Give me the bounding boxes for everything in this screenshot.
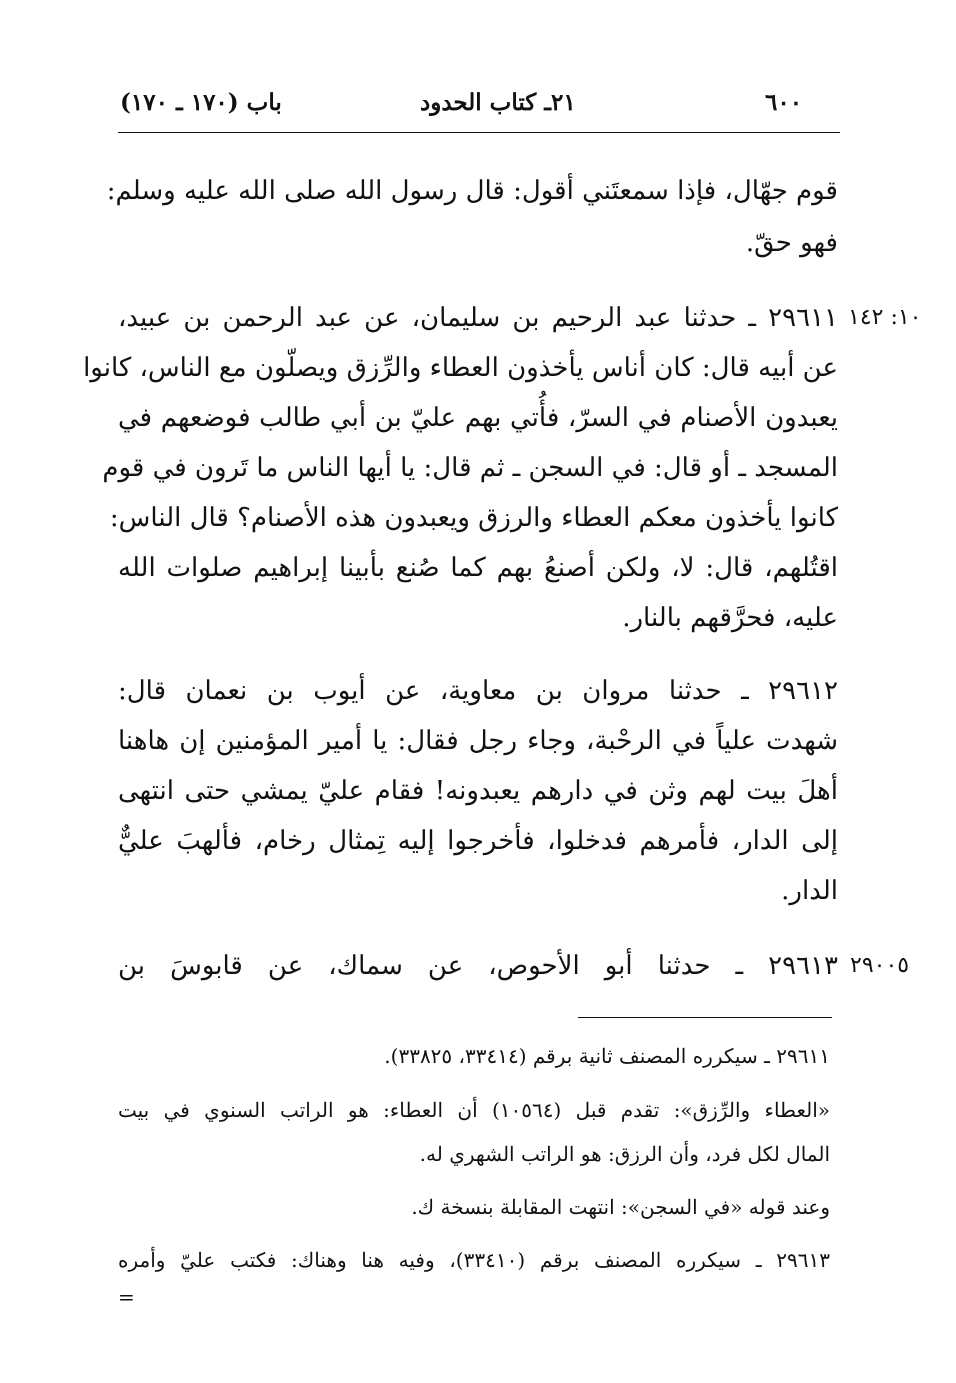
footnote-line: ٢٩٦١١ ـ سيكرره المصنف ثانية برقم (٣٣٤١٤، ٣٣٨٢٥).: [384, 1044, 830, 1068]
footnote-line: «العطاء والرِّزق»: تقدم قبل (١٠٥٦٤) أن العطاء: هو الراتب السنوي في بيت: [118, 1098, 830, 1122]
hadith-29613-start: ٢٩٦١٣ ـ حدثنا أبو الأحوص، عن سماك، عن قابوسَ بن: [118, 951, 838, 981]
body-line: إلى الدار، فأمرهم فدخلوا، فأخرجوا إليه تِمثال رخام، فألهبَ عليٌّ: [118, 826, 838, 856]
body-line: اقتُلهم، قال: لا، ولكن أصنعُ بهم كما صُنع بأبينا إبراهيم صلوات الله: [118, 553, 838, 583]
body-line: عن أبيه قال: كان أناس يأخذون العطاء والرِّزق ويصلّون مع الناس، كانوا: [83, 353, 838, 383]
body-line: فهو حقّ.: [745, 228, 838, 258]
header-divider: [118, 132, 840, 133]
margin-reference: ١٠: ١٤٢: [848, 305, 922, 330]
body-line: المسجد ـ أو قال: في السجن ـ ثم قال: يا أيها الناس ما تَرون في قوم: [102, 453, 838, 483]
body-line: الدار.: [781, 876, 838, 906]
body-line: قوم جهّال، فإذا سمعتَني أقول: قال رسول الله صلى الله عليه وسلم:: [106, 176, 838, 206]
footnote-line: ٢٩٦١٣ ـ سيكرره المصنف برقم (٣٣٤١٠)، وفيه هنا وهناك: فكتب عليّ وأمره: [118, 1248, 831, 1272]
body-line: عليه، فحرَّقهم بالنار.: [622, 603, 838, 633]
body-line: أهلَ بيت لهم وثن في دارهم يعبدونه! فقام عليّ يمشي حتى انتهى: [118, 776, 838, 806]
body-line: شهدت علياً في الرحْبة، وجاء رجل فقال: يا أمير المؤمنين إن هاهنا: [118, 726, 838, 756]
body-line: كانوا يأخذون معكم العطاء والرزق ويعبدون هذه الأصنام؟ قال الناس:: [109, 503, 838, 533]
footnote-divider: [578, 1017, 832, 1018]
hadith-29612-start: ٢٩٦١٢ ـ حدثنا مروان بن معاوية، عن أيوب بن نعمان قال:: [118, 676, 838, 706]
page-number: ٦٠٠: [765, 89, 803, 116]
footnote-line: وعند قوله «في السجن»: انتهت المقابلة بنسخة ك.: [411, 1195, 830, 1219]
book-title: ٢١ـ كتاب الحدود: [420, 89, 576, 116]
margin-reference: ٢٩٠٠٥: [850, 953, 910, 978]
footnote-line: المال لكل فرد، وأن الرزق: هو الراتب الشهري له.: [419, 1142, 830, 1166]
hadith-29611-start: ٢٩٦١١ ـ حدثنا عبد الرحيم بن سليمان، عن عبد الرحمن بن عبيد،: [118, 303, 838, 333]
chapter-range: باب (١٧٠ ـ ١٧٠): [120, 89, 282, 116]
body-line: يعبدون الأصنام في السرّ، فأُتي بهم عليّ بن أبي طالب فوضعهم في: [118, 403, 838, 433]
continuation-mark: =: [118, 1285, 135, 1309]
